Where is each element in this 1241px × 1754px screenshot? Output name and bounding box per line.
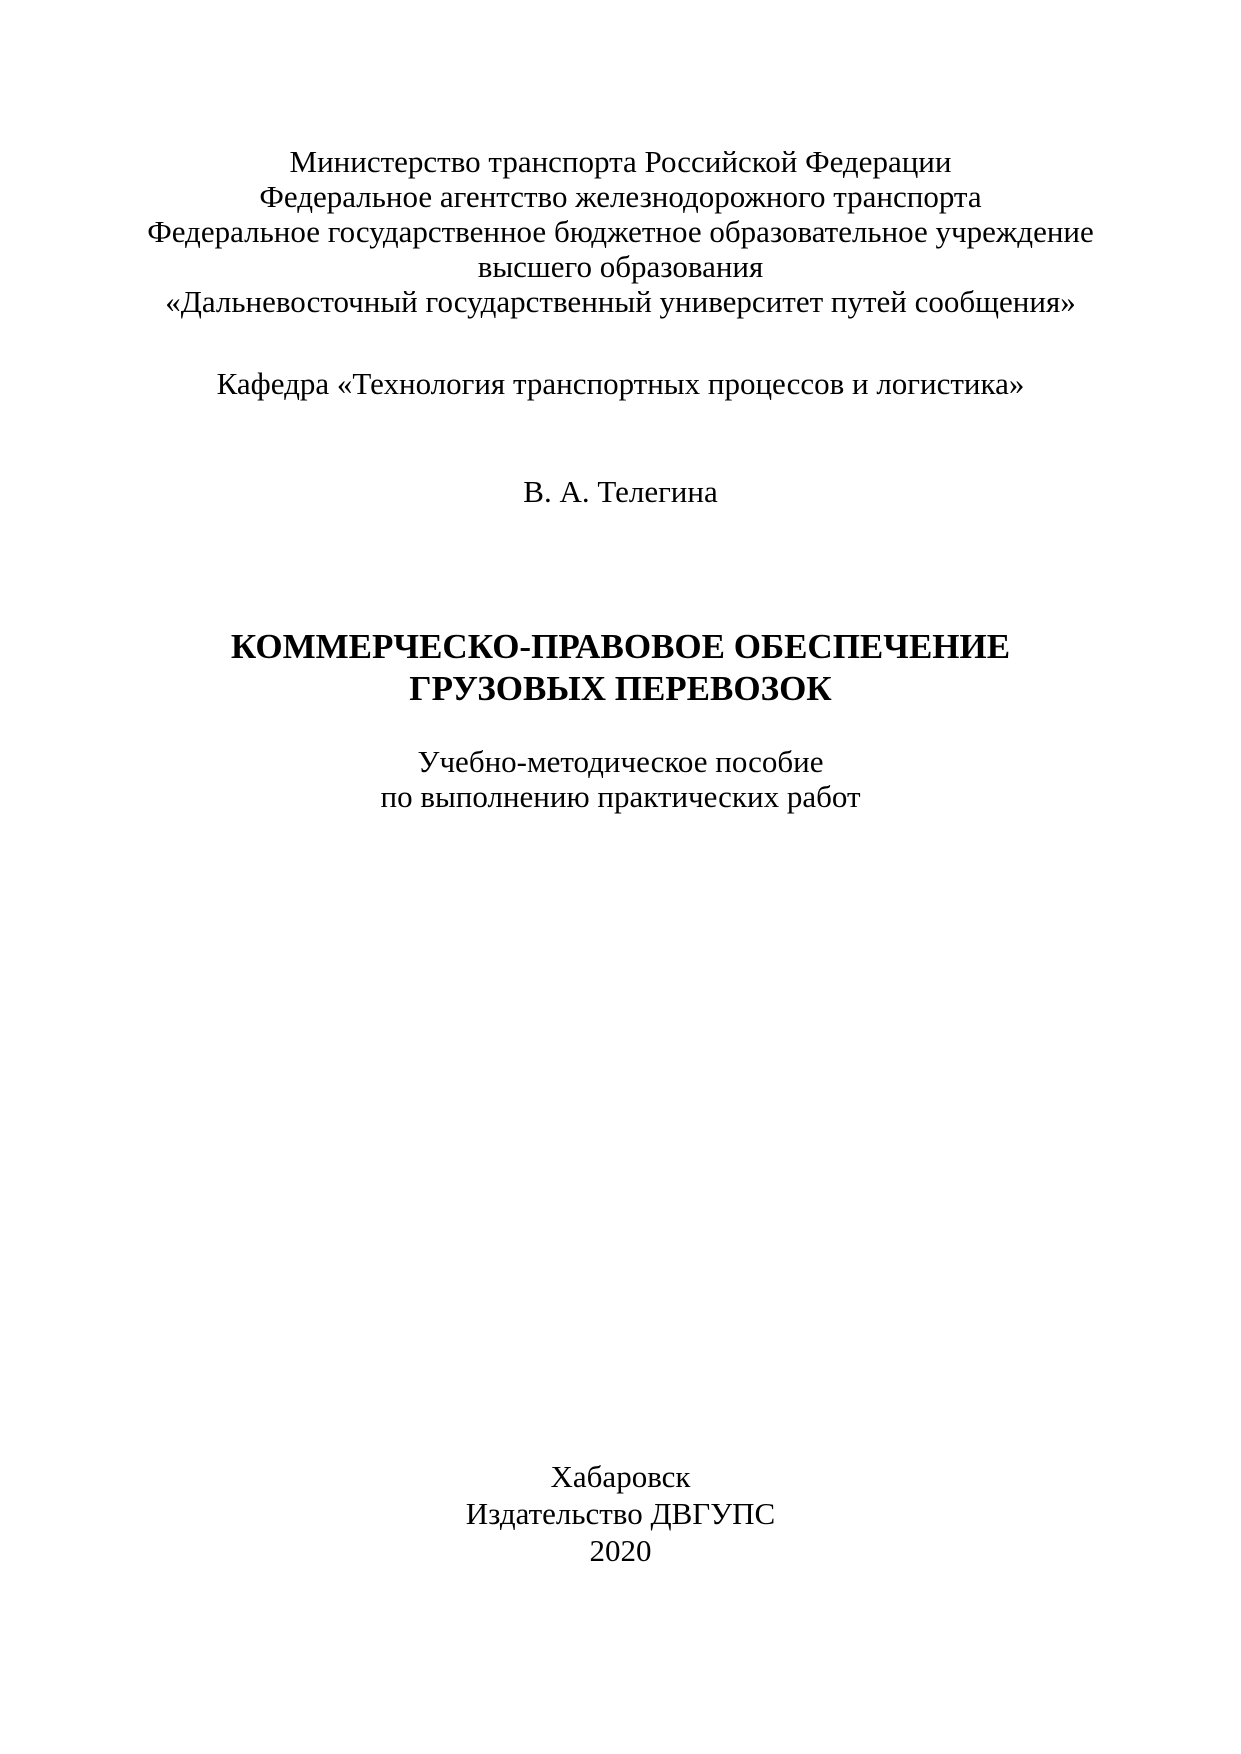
imprint-publisher: Издательство ДВГУПС	[465, 1496, 776, 1531]
imprint	[0, 1458, 1241, 1569]
education-level-line: высшего образования	[477, 249, 764, 284]
imprint-city: Хабаровск	[550, 1459, 691, 1494]
university-name-line: «Дальневосточный государственный университет путей сообщения»	[165, 284, 1076, 319]
ministry-line: Министерство транспорта Российской Федерации	[289, 144, 952, 179]
department-line: Кафедра «Технология транспортных процессов и логистика»	[216, 366, 1025, 401]
title-line-2: ГРУЗОВЫХ ПЕРЕВОЗОК	[409, 669, 832, 708]
document-title	[0, 626, 1241, 710]
title-line-1: КОММЕРЧЕСКО-ПРАВОВОЕ ОБЕСПЕЧЕНИЕ	[230, 627, 1011, 666]
imprint-year: 2020	[589, 1533, 652, 1568]
subtitle-line-2: по выполнению практических работ	[380, 779, 861, 814]
document-subtitle	[0, 744, 1241, 814]
author-name: В. А. Телегина	[523, 474, 718, 509]
agency-line: Федеральное агентство железнодорожного транспорта	[259, 179, 982, 214]
institution-header	[0, 144, 1241, 319]
subtitle-line-1: Учебно-методическое пособие	[417, 744, 824, 779]
institution-type-line: Федеральное государственное бюджетное образовательное учреждение	[147, 214, 1094, 249]
